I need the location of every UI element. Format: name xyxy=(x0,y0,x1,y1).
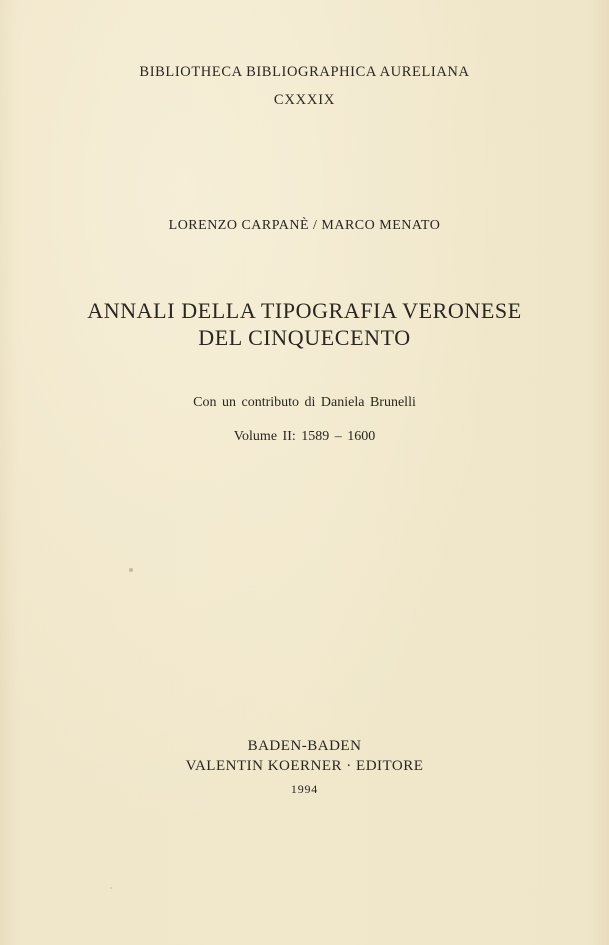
paper-speck xyxy=(129,568,133,572)
publisher-name: VALENTIN KOERNER · EDITORE xyxy=(185,758,424,774)
publisher-place: BADEN-BADEN xyxy=(247,738,362,754)
publication-year: 1994 xyxy=(290,782,319,796)
authors: LORENZO CARPANÈ / MARCO MENATO xyxy=(168,218,441,233)
volume-info: Volume II: 1589 – 1600 xyxy=(233,429,376,444)
contributor-note: Con un contributo di Daniela Brunelli xyxy=(193,395,416,410)
paper-speck xyxy=(110,887,112,889)
series-title: BIBLIOTHECA BIBLIOGRAPHICA AURELIANA xyxy=(139,64,470,80)
series-number: CXXXIX xyxy=(273,92,336,108)
book-title-line-1: ANNALI DELLA TIPOGRAFIA VERONESE xyxy=(87,298,522,323)
book-title-line-2: DEL CINQUECENTO xyxy=(198,325,411,350)
